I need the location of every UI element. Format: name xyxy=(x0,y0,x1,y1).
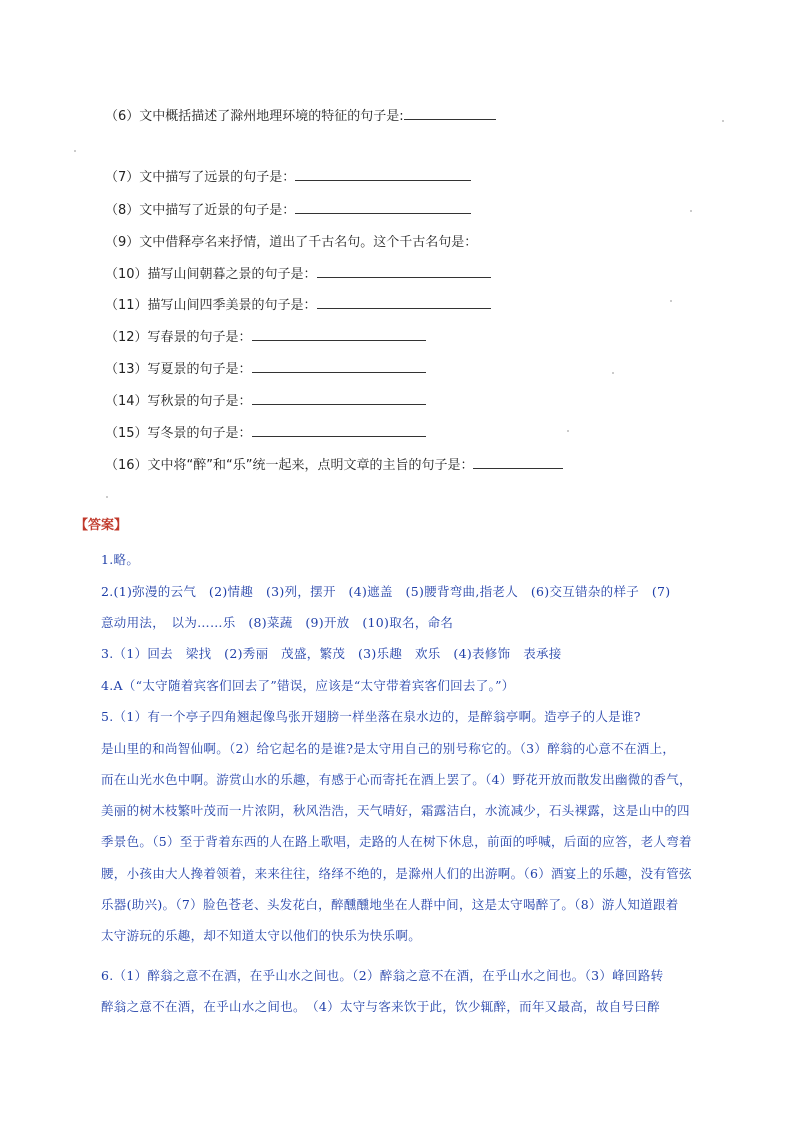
scan-speck xyxy=(567,430,569,432)
question-13: （13）写夏景的句子是： xyxy=(105,358,426,377)
answer-line: 太守游玩的乐趣，却不知道太守以他们的快乐为快乐啊。 xyxy=(101,928,422,943)
answer-blank[interactable] xyxy=(295,167,471,181)
answers-heading: 【答案】 xyxy=(75,518,128,533)
scan-speck xyxy=(106,496,108,498)
answer-line: 季景色。（5）至于背着东西的人在路上歌唱，走路的人在树下休息，前面的呼喊，后面的应答，老人弯着 xyxy=(101,834,692,849)
answer-line: 4.A（“太守随着宾客们回去了”错误，应该是“太守带着宾客们回去了。”） xyxy=(101,678,515,693)
question-7: （7）文中描写了远景的句子是： xyxy=(105,166,471,185)
scan-speck xyxy=(670,300,672,302)
answer-blank[interactable] xyxy=(252,391,426,405)
answer-line: 醉翁之意不在酒，在乎山水之间也。 （4）太守与客来饮于此，饮少辄醉，而年又最高，故自号曰醉 xyxy=(101,999,660,1014)
scan-speck xyxy=(612,372,614,374)
question-9: （9）文中借释亭名来抒情，道出了千古名句。这个千古名句是： xyxy=(105,235,478,250)
answer-blank[interactable] xyxy=(295,200,471,214)
answer-blank[interactable] xyxy=(404,106,496,120)
answer-line: 而在山光水色中啊。游赏山水的乐趣，有感于心而寄托在酒上罢了。（4）野花开放而散发出幽微的香气， xyxy=(101,772,692,787)
question-12: （12）写春景的句子是： xyxy=(105,326,426,345)
answer-line: 是山里的和尚智仙啊。（2）给它起名的是谁?是太守用自己的别号称它的。（3）醉翁的心意不在酒上， xyxy=(101,741,676,756)
answer-blank[interactable] xyxy=(317,264,491,278)
scan-speck xyxy=(690,210,692,212)
question-8: （8）文中描写了近景的句子是： xyxy=(105,199,471,218)
answer-line: 腰，小孩由大人搀着领着，来来往往，络绎不绝的，是滁州人们的出游啊。（6）酒宴上的乐趣，没有管弦 xyxy=(101,866,692,881)
answer-line: 意动用法， 以为……乐 (8)菜蔬 (9)开放 (10)取名，命名 xyxy=(101,615,454,630)
answer-line: 6.（1）醉翁之意不在酒，在乎山水之间也。（2）醉翁之意不在酒，在乎山水之间也。（3）峰回路转 xyxy=(101,968,664,983)
scan-speck xyxy=(722,120,724,122)
answer-line: 1.略。 xyxy=(101,552,140,567)
answer-line: 3.（1）回去 梁找 (2)秀丽 茂盛，繁茂 (3)乐趣 欢乐 (4)表修饰 表承接 xyxy=(101,646,562,661)
answer-line: 乐器(助兴)。（7）脸色苍老、头发花白，醉醺醺地坐在人群中间，这是太守喝醉了。（8）游人知道跟着 xyxy=(101,897,679,912)
answer-line: 2.(1)弥漫的云气 (2)情趣 (3)列，摆开 (4)遮盖 (5)腰背弯曲,指老人 (6)交互错杂的样子 (7) xyxy=(101,584,671,599)
answer-blank[interactable] xyxy=(252,423,426,437)
question-11: （11）描写山间四季美景的句子是： xyxy=(105,294,491,313)
answer-blank[interactable] xyxy=(473,455,563,469)
scan-speck xyxy=(74,150,76,152)
question-15: （15）写冬景的句子是： xyxy=(105,422,426,441)
answer-blank[interactable] xyxy=(252,359,426,373)
question-10: （10）描写山间朝暮之景的句子是： xyxy=(105,263,491,282)
question-6: （6）文中概括描述了滁州地理环境的特征的句子是: xyxy=(105,105,496,124)
answer-blank[interactable] xyxy=(317,295,491,309)
answer-line: 美丽的树木枝繁叶茂而一片浓阴，秋风浩浩，天气晴好，霜露洁白，水流减少，石头裸露，这是山中的四 xyxy=(101,803,690,818)
question-14: （14）写秋景的句子是： xyxy=(105,390,426,409)
answer-line: 5.（1）有一个亭子四角翘起像鸟张开翅膀一样坐落在泉水边的，是醉翁亭啊。造亭子的人是谁? xyxy=(101,709,641,724)
answer-blank[interactable] xyxy=(252,327,426,341)
question-16: （16）文中将“醉”和“乐”统一起来，点明文章的主旨的句子是： xyxy=(105,454,563,473)
